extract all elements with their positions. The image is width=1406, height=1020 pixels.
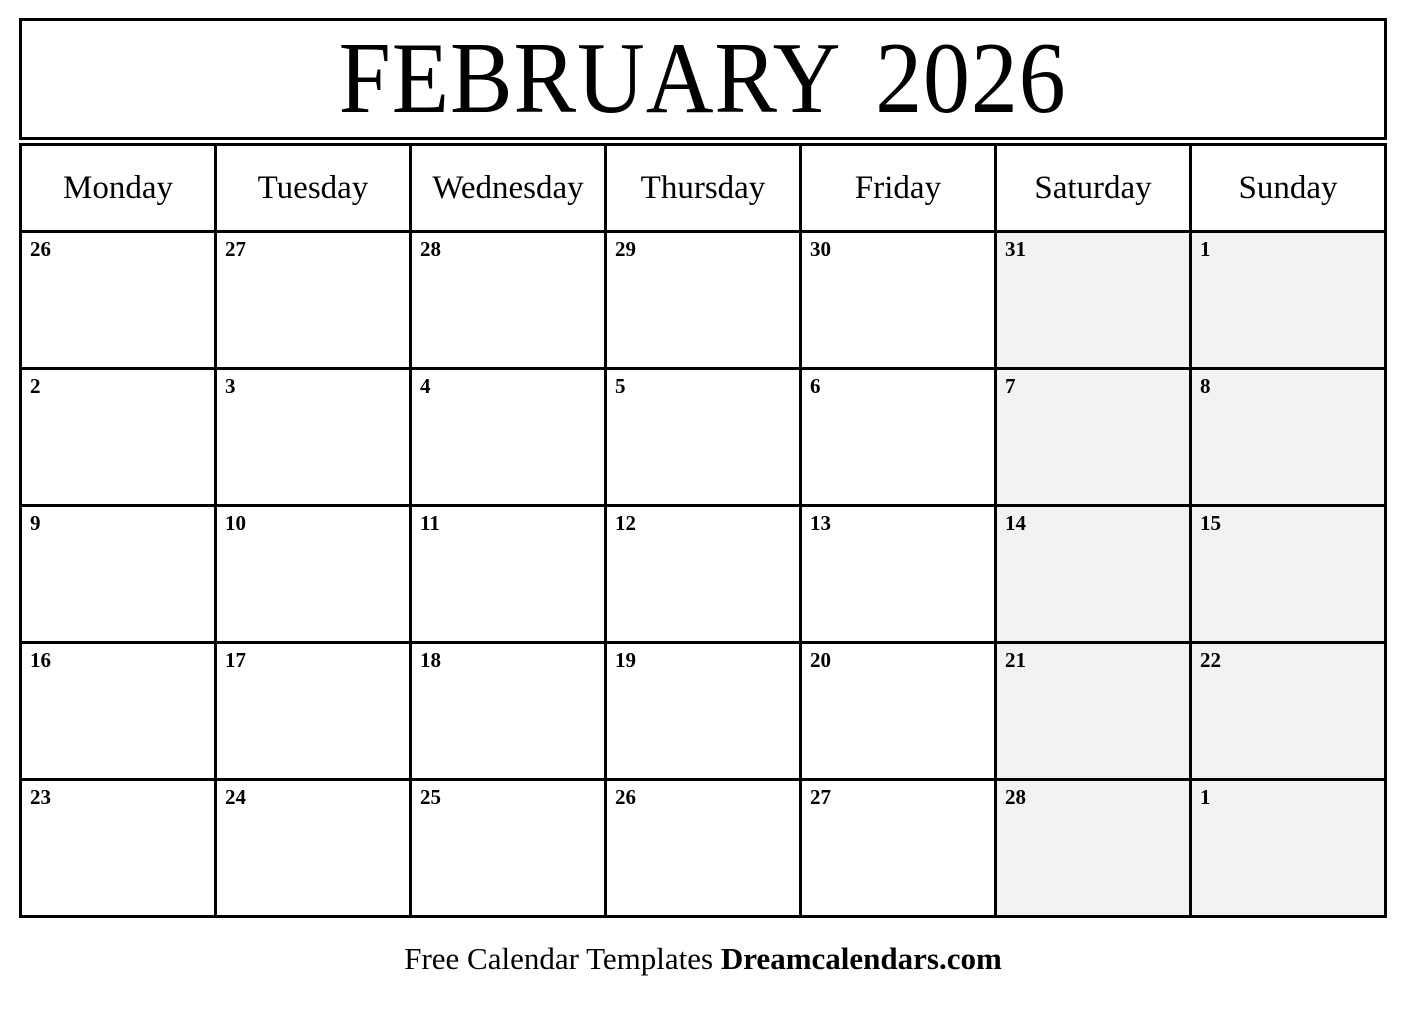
day-number: 5 <box>615 374 626 398</box>
day-number: 17 <box>225 648 246 672</box>
day-cell <box>411 643 606 780</box>
day-number: 3 <box>225 374 236 398</box>
day-cell-weekend <box>996 506 1191 643</box>
day-number: 4 <box>420 374 431 398</box>
weekday-header-saturday: Saturday <box>996 145 1191 232</box>
day-number: 15 <box>1200 511 1221 535</box>
footer <box>19 941 1387 977</box>
day-number: 28 <box>420 237 441 261</box>
day-number: 29 <box>615 237 636 261</box>
day-number: 10 <box>225 511 246 535</box>
day-cell <box>411 506 606 643</box>
day-cell <box>801 232 996 369</box>
day-number: 25 <box>420 785 441 809</box>
day-number: 31 <box>1005 237 1026 261</box>
day-cell <box>216 780 411 917</box>
day-number: 21 <box>1005 648 1026 672</box>
day-cell <box>606 643 801 780</box>
day-cell <box>606 506 801 643</box>
day-cell-weekend <box>996 369 1191 506</box>
day-number: 18 <box>420 648 441 672</box>
day-number: 2 <box>30 374 41 398</box>
day-number: 6 <box>810 374 821 398</box>
day-cell <box>216 232 411 369</box>
day-number: 28 <box>1005 785 1026 809</box>
day-cell <box>21 506 216 643</box>
day-cell-weekend <box>996 643 1191 780</box>
day-number: 23 <box>30 785 51 809</box>
day-number: 13 <box>810 511 831 535</box>
weekday-header-tuesday: Tuesday <box>216 145 411 232</box>
day-cell <box>411 369 606 506</box>
day-number: 22 <box>1200 648 1221 672</box>
weekday-header-thursday: Thursday <box>606 145 801 232</box>
footer-brand: Dreamcalendars.com <box>720 941 1002 976</box>
day-cell-weekend <box>1191 643 1386 780</box>
day-cell-weekend <box>1191 506 1386 643</box>
day-cell <box>606 232 801 369</box>
day-number: 26 <box>615 785 636 809</box>
day-cell <box>216 506 411 643</box>
week-row-2 <box>21 369 1386 506</box>
day-cell <box>411 232 606 369</box>
day-number: 9 <box>30 511 41 535</box>
day-cell <box>21 780 216 917</box>
week-row-5 <box>21 780 1386 917</box>
weekday-header-wednesday: Wednesday <box>411 145 606 232</box>
day-cell <box>216 369 411 506</box>
weekday-header-friday: Friday <box>801 145 996 232</box>
day-number: 24 <box>225 785 246 809</box>
weekday-header-monday: Monday <box>21 145 216 232</box>
weekday-header-sunday: Sunday <box>1191 145 1386 232</box>
day-cell <box>606 780 801 917</box>
day-number: 14 <box>1005 511 1026 535</box>
day-cell <box>801 780 996 917</box>
day-cell <box>21 369 216 506</box>
day-number: 12 <box>615 511 636 535</box>
weekday-header-row <box>21 145 1386 232</box>
day-number: 1 <box>1200 237 1211 261</box>
day-number: 20 <box>810 648 831 672</box>
day-cell <box>411 780 606 917</box>
day-cell-weekend <box>996 232 1191 369</box>
day-number: 11 <box>420 511 440 535</box>
day-cell <box>606 369 801 506</box>
day-number: 26 <box>30 237 51 261</box>
week-row-1 <box>21 232 1386 369</box>
week-row-3 <box>21 506 1386 643</box>
day-cell <box>801 506 996 643</box>
calendar-grid <box>19 143 1387 918</box>
footer-text: Free Calendar Templates <box>404 941 721 976</box>
day-cell <box>216 643 411 780</box>
day-cell-weekend <box>1191 780 1386 917</box>
day-number: 30 <box>810 237 831 261</box>
day-number: 1 <box>1200 785 1211 809</box>
day-number: 8 <box>1200 374 1211 398</box>
day-number: 27 <box>225 237 246 261</box>
day-cell-weekend <box>1191 232 1386 369</box>
day-cell <box>801 643 996 780</box>
week-row-4 <box>21 643 1386 780</box>
day-number: 7 <box>1005 374 1016 398</box>
calendar-title: FEBRUARY 2026 <box>339 22 1067 135</box>
day-number: 16 <box>30 648 51 672</box>
day-number: 19 <box>615 648 636 672</box>
calendar-title-box <box>19 18 1387 140</box>
day-cell <box>21 643 216 780</box>
day-number: 27 <box>810 785 831 809</box>
day-cell-weekend <box>1191 369 1386 506</box>
day-cell <box>21 232 216 369</box>
day-cell <box>801 369 996 506</box>
day-cell-weekend <box>996 780 1191 917</box>
